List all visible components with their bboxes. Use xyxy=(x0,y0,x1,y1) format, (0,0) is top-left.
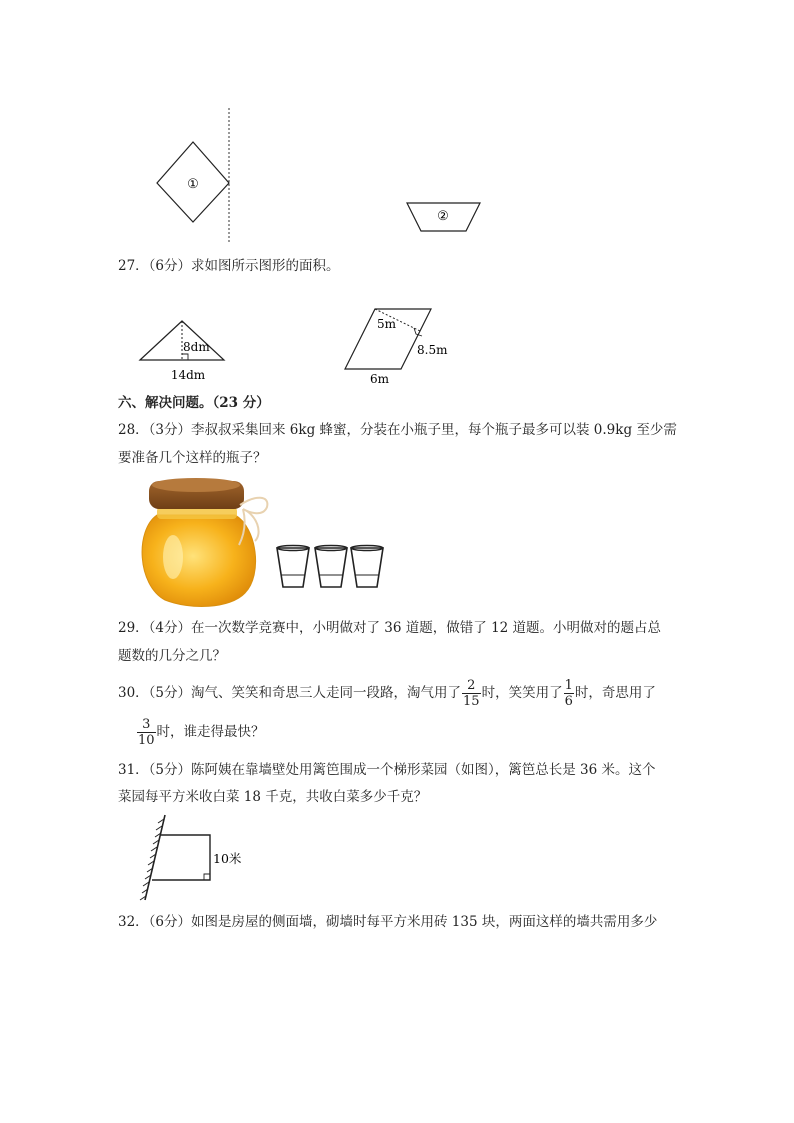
cup-1 xyxy=(277,546,309,588)
triangle-height-label: 8dm xyxy=(183,340,210,354)
question-28-line2: 要准备几个这样的瓶子？ xyxy=(118,450,267,466)
shape-1-label: ① xyxy=(187,177,199,192)
jar-lid-top xyxy=(152,478,240,492)
q30-part1: 30．（5分）淘气、笑笑和奇思三人走同一段路，淘气用了 xyxy=(118,685,462,701)
question-30-line2 xyxy=(136,715,265,749)
question-29-line1: 29．（4分）在一次数学竞赛中，小明做对了 36 道题，做错了 12 道题。小明做对的题占总 xyxy=(118,620,662,636)
fence-outline xyxy=(152,835,210,880)
shape-2-label: ② xyxy=(437,209,449,224)
fence-height-label: 10米 xyxy=(213,851,242,866)
fraction-3-10: $\frac{3}{10}$ xyxy=(138,717,155,748)
question-31-line1: 31．（5分）陈阿姨在靠墙壁处用篱笆围成一个梯形菜园（如图），篱笆总长是 36 米。这个 xyxy=(118,762,656,778)
fence-right-angle xyxy=(204,874,210,880)
question-30-line1 xyxy=(118,676,656,710)
question-29-line2: 题数的几分之几？ xyxy=(118,648,226,664)
fig26-diagram xyxy=(140,100,500,245)
parallelogram-height-label: 5m xyxy=(377,317,397,331)
q30-part3: 时，奇思用了 xyxy=(574,685,656,701)
q30-part2: 时，笑笑用了 xyxy=(481,685,563,701)
wall-line xyxy=(145,815,165,900)
cup-2 xyxy=(315,546,347,588)
question-32-line1: 32．（6分）如图是房屋的侧面墙，砌墙时每平方米用砖 135 块，两面这样的墙共需用多少 xyxy=(118,914,658,930)
q31-trapezoid-garden xyxy=(135,810,255,905)
jar-highlight xyxy=(163,535,183,579)
parallelogram-base-label: 6m xyxy=(370,372,390,386)
triangle-right-angle xyxy=(182,354,188,360)
fraction-2-15: $\frac{2}{15}$ xyxy=(463,678,480,709)
question-27: 27．（6分）求如图所示图形的面积。 xyxy=(118,258,340,274)
fraction-1-6: $\frac{1}{6}$ xyxy=(564,678,573,709)
jar-body xyxy=(142,515,256,606)
question-31-line2: 菜园每平方米收白菜 18 千克，共收白菜多少千克？ xyxy=(118,789,428,805)
q30-part4: 时，谁走得最快？ xyxy=(156,724,265,740)
parallelogram-side-label: 8.5m xyxy=(417,343,448,357)
q27-figures xyxy=(135,300,465,390)
honey-jar-illustration xyxy=(135,475,390,610)
cup-3 xyxy=(351,546,383,588)
question-28-line1: 28．（3分）李叔叔采集回来 6kg 蜂蜜，分装在小瓶子里，每个瓶子最多可以装 0.9kg 至少需 xyxy=(118,422,677,438)
triangle-base-label: 14dm xyxy=(170,368,206,382)
section-6-title: 六、解决问题。（23 分） xyxy=(118,395,270,411)
